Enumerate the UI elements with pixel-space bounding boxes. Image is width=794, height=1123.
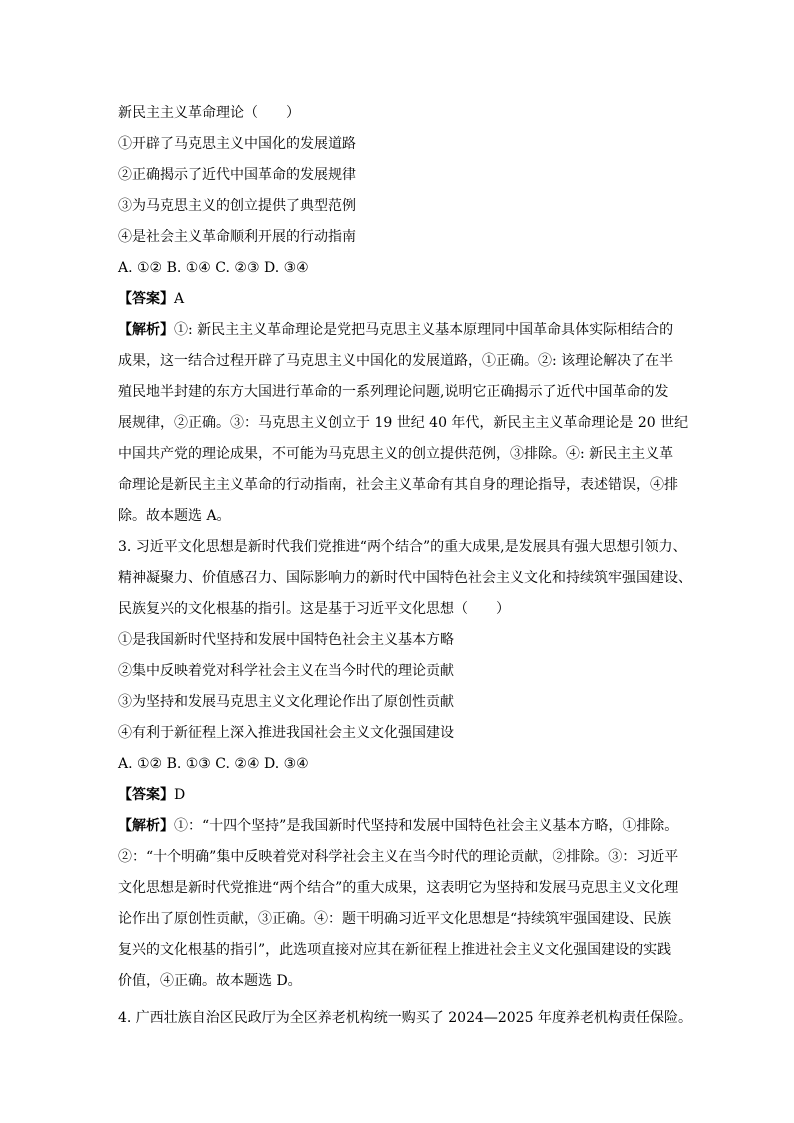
q2-stem: 新民主主义革命理论（ ） (118, 105, 300, 121)
answer-value: A (174, 291, 185, 307)
q3-stem-line-2: 精神凝聚力、价值感召力、国际影响力的新时代中国特色社会主义文化和持续筑牢强国建设、 (118, 570, 692, 586)
q3-choices: A. ①② B. ①③ C. ②④ D. ③④ (118, 756, 309, 772)
q3-analysis-line-5: 复兴的文化根基的指引”，此选项直接对应其在新征程上推进社会主义文化强国建设的实践 (118, 942, 672, 958)
q3-answer (118, 785, 185, 805)
analysis-tag: 【解析】 (118, 322, 174, 338)
q2-option-3: ③为马克思主义的创立提供了典型范例 (118, 198, 356, 214)
analysis-tag: 【解析】 (118, 818, 174, 834)
answer-tag: 【答案】 (118, 787, 174, 803)
q4-stem: 4. 广西壮族自治区民政厅为全区养老机构统一购买了 2024—2025 年度养老机构责任保险。 (118, 1010, 692, 1026)
q2-analysis-line-3: 殖民地半封建的东方大国进行革命的一系列理论问题,说明它正确揭示了近代中国革命的发 (118, 384, 669, 400)
q3-option-3: ③为坚持和发展马克思主义文化理论作出了原创性贡献 (118, 694, 454, 710)
q3-analysis-line-1 (118, 816, 678, 836)
answer-tag: 【答案】 (118, 291, 174, 307)
q2-analysis-line-4: 展规律，②正确。③：马克思主义创立于 19 世纪 40 年代，新民主主义革命理论是 20 世纪 (118, 415, 689, 431)
q3-analysis-line-6: 价值，④正确。故本题选 D。 (118, 973, 302, 989)
q3-stem-line-3: 民族复兴的文化根基的指引。这是基于习近平文化思想（ ） (118, 601, 510, 617)
q3-analysis-line-4: 论作出了原创性贡献，③正确。④：题干明确习近平文化思想是“持续筑牢强国建设、民族 (118, 911, 672, 927)
q2-choices: A. ①② B. ①④ C. ②③ D. ③④ (118, 260, 309, 276)
q2-analysis-line-5: 中国共产党的理论成果，不可能为马克思主义的创立提供范例，③排除。④: 新民主主义革 (118, 446, 674, 462)
q2-option-2: ②正确揭示了近代中国革命的发展规律 (118, 167, 356, 183)
q2-option-1: ①开辟了马克思主义中国化的发展道路 (118, 136, 356, 152)
q3-option-4: ④有利于新征程上深入推进我国社会主义文化强国建设 (118, 725, 454, 741)
q3-option-1: ①是我国新时代坚持和发展中国特色社会主义基本方略 (118, 632, 454, 648)
q2-analysis-line-6: 命理论是新民主主义革命的行动指南，社会主义革命有其自身的理论指导，表述错误，④排 (118, 477, 678, 493)
q3-stem-line-1: 3. 习近平文化思想是新时代我们党推进“两个结合”的重大成果,是发展具有强大思想引领力、 (118, 539, 687, 555)
analysis-text: ①: 新民主主义革命理论是党把马克思主义基本原理同中国革命具体实际相结合的 (174, 322, 674, 338)
q2-option-4: ④是社会主义革命顺利开展的行动指南 (118, 229, 356, 245)
q3-option-2: ②集中反映着党对科学社会主义在当今时代的理论贡献 (118, 663, 454, 679)
q2-answer (118, 289, 184, 309)
analysis-text: ①：“十四个坚持”是我国新时代坚持和发展中国特色社会主义基本方略，①排除。 (174, 818, 679, 834)
q2-analysis-line-1 (118, 320, 673, 340)
q2-analysis-line-7: 除。故本题选 A。 (118, 508, 231, 524)
q3-analysis-line-3: 文化思想是新时代党推进“两个结合”的重大成果，这表明它为坚持和发展马克思主义文化理 (118, 880, 679, 896)
q3-analysis-line-2: ②：“十个明确”集中反映着党对科学社会主义在当今时代的理论贡献，②排除。③：习近平 (118, 849, 679, 865)
q2-analysis-line-2: 成果，这一结合过程开辟了马克思主义中国化的发展道路，①正确。②: 该理论解决了在半 (118, 353, 674, 369)
answer-value: D (174, 787, 186, 803)
